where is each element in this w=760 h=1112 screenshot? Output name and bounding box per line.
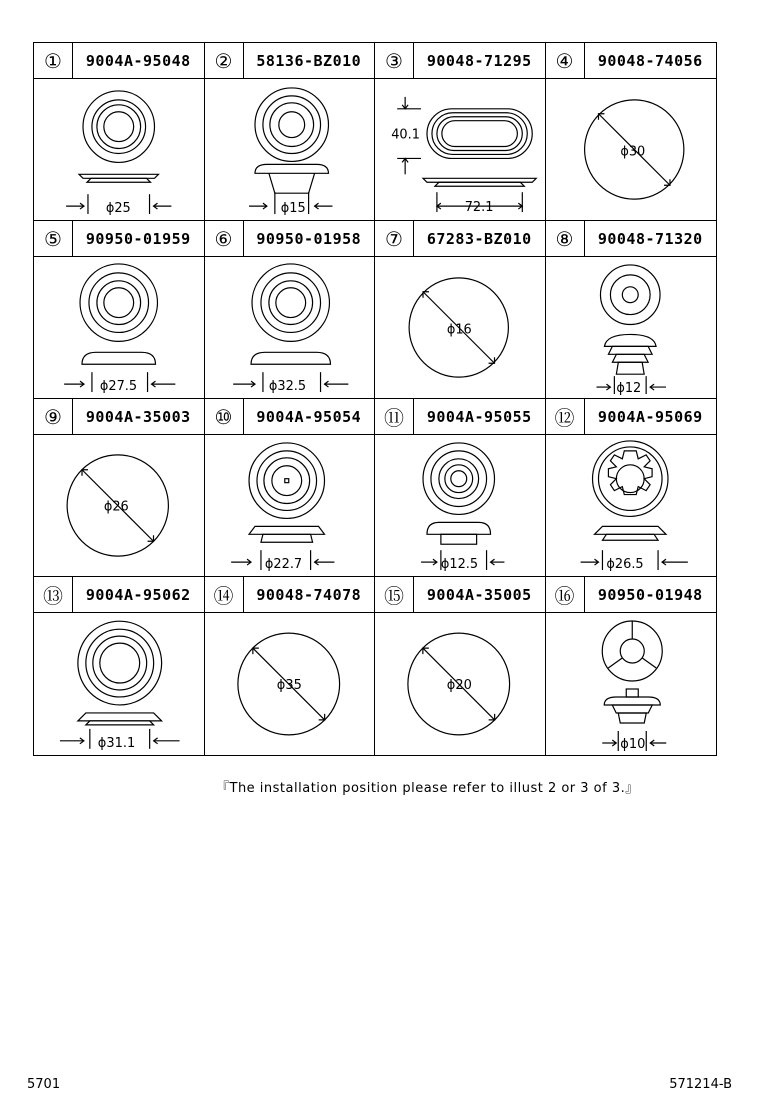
clip-grommet-drawing: [546, 435, 717, 576]
grommet-drawing: [375, 435, 545, 576]
part-number[interactable]: 67283-BZ010: [426, 229, 532, 248]
part-header-11: [375, 399, 546, 435]
item-number: ⑮: [375, 577, 414, 612]
part-header-4: [546, 43, 717, 79]
dimension-label: ϕ30: [619, 144, 645, 160]
dimension-label: ϕ27.5: [99, 379, 138, 395]
dimension-label: ϕ12: [615, 381, 641, 397]
installation-note: 『The installation position please refer to illust 2 or 3 of 3.』: [216, 781, 639, 796]
part-header-9: [34, 399, 205, 435]
part-number[interactable]: 90950-01958: [256, 229, 362, 248]
part-number[interactable]: 9004A-35005: [426, 585, 532, 604]
part-header-5: [34, 221, 205, 257]
part-header-6: [205, 221, 376, 257]
plug-drawing: [205, 613, 375, 755]
part-illustration-3: [375, 79, 546, 221]
plug-drawing: [34, 435, 204, 576]
part-number[interactable]: 9004A-95069: [597, 407, 703, 426]
plug-drawing: [546, 79, 717, 220]
part-header-15: [375, 577, 546, 613]
dimension-label: ϕ32.5: [268, 379, 306, 395]
part-illustration-8: [546, 257, 717, 399]
item-number: ③: [375, 43, 414, 78]
grommet-drawing: [205, 79, 375, 220]
part-illustration-11: [375, 435, 546, 577]
item-number: ⑦: [375, 221, 414, 256]
part-number[interactable]: 58136-BZ010: [256, 51, 362, 70]
dimension-label: ϕ15: [280, 201, 306, 217]
dimension-label: ϕ26: [103, 499, 129, 515]
part-number[interactable]: 9004A-95054: [256, 407, 362, 426]
part-number[interactable]: 9004A-35003: [85, 407, 191, 426]
part-illustration-4: [546, 79, 717, 221]
part-illustration-10: [205, 435, 376, 577]
table-row: [34, 577, 716, 755]
part-header-8: [546, 221, 717, 257]
width-dimension-label: 72.1: [464, 200, 494, 216]
item-number: ⑧: [546, 221, 585, 256]
part-header-13: [34, 577, 205, 613]
height-dimension-label: 40.1: [391, 127, 420, 143]
part-number[interactable]: 90048-74056: [597, 51, 703, 70]
grommet-drawing: [34, 79, 204, 220]
dimension-label: ϕ31.1: [97, 735, 136, 751]
table-row: [34, 399, 716, 577]
footer-page-code: 5701: [27, 1077, 61, 1092]
dimension-label: ϕ16: [446, 322, 472, 338]
part-header-2: [205, 43, 376, 79]
item-number: ⑭: [205, 577, 244, 612]
part-number[interactable]: 90950-01948: [597, 585, 703, 604]
item-number: ⑥: [205, 221, 244, 256]
item-number: ⑩: [205, 399, 244, 434]
part-header-12: [546, 399, 717, 435]
part-number[interactable]: 9004A-95055: [426, 407, 532, 426]
part-number[interactable]: 90048-74078: [256, 585, 362, 604]
item-number: ⑯: [546, 577, 585, 612]
dimension-label: ϕ26.5: [605, 557, 644, 573]
item-number: ⑫: [546, 399, 585, 434]
item-number: ②: [205, 43, 244, 78]
part-number[interactable]: 90048-71320: [597, 229, 703, 248]
dimension-label: ϕ35: [276, 677, 302, 693]
dimension-label: ϕ12.5: [440, 557, 479, 573]
part-header-14: [205, 577, 376, 613]
part-illustration-16: [546, 613, 717, 755]
item-number: ①: [34, 43, 73, 78]
oval-grommet-drawing: [375, 79, 545, 220]
dimension-label: ϕ25: [105, 201, 131, 217]
part-header-10: [205, 399, 376, 435]
push-clip-drawing: [546, 613, 717, 755]
plug-drawing: [375, 257, 545, 398]
part-number[interactable]: 90950-01959: [85, 229, 191, 248]
footer-illustration-id: 571214-B: [669, 1077, 732, 1092]
part-illustration-1: [34, 79, 205, 221]
part-illustration-5: [34, 257, 205, 399]
table-row: [34, 221, 716, 399]
part-number[interactable]: 9004A-95062: [85, 585, 191, 604]
part-header-1: [34, 43, 205, 79]
parts-table: [33, 42, 717, 756]
dimension-label: ϕ20: [446, 677, 472, 693]
item-number: ⑤: [34, 221, 73, 256]
part-illustration-15: [375, 613, 546, 755]
dimension-label: ϕ22.7: [264, 557, 302, 573]
grommet-drawing: [34, 257, 204, 398]
part-illustration-13: [34, 613, 205, 755]
table-row: [34, 43, 716, 221]
part-header-16: [546, 577, 717, 613]
part-illustration-2: [205, 79, 376, 221]
grommet-drawing: [205, 257, 375, 398]
dimension-label: ϕ10: [619, 737, 645, 752]
push-clip-drawing: [546, 257, 717, 398]
part-illustration-12: [546, 435, 717, 577]
item-number: ④: [546, 43, 585, 78]
plug-drawing: [375, 613, 545, 755]
item-number: ⑨: [34, 399, 73, 434]
part-illustration-9: [34, 435, 205, 577]
grommet-drawing: [205, 435, 375, 576]
part-illustration-14: [205, 613, 376, 755]
part-illustration-7: [375, 257, 546, 399]
part-number[interactable]: 90048-71295: [426, 51, 532, 70]
part-number[interactable]: 9004A-95048: [85, 51, 191, 70]
part-header-7: [375, 221, 546, 257]
item-number: ⑬: [34, 577, 73, 612]
part-illustration-6: [205, 257, 376, 399]
item-number: ⑪: [375, 399, 414, 434]
grommet-drawing: [34, 613, 204, 755]
part-header-3: [375, 43, 546, 79]
